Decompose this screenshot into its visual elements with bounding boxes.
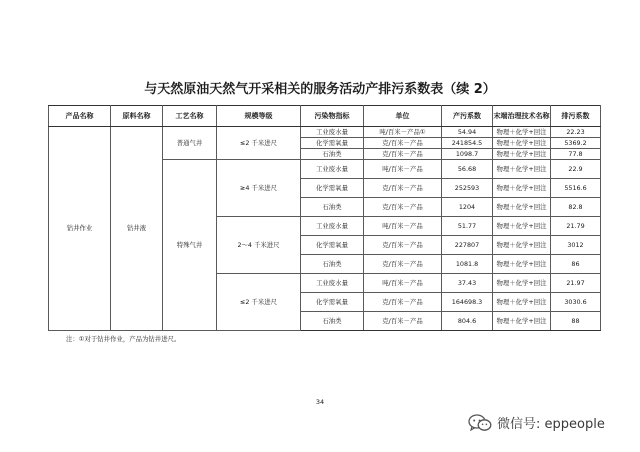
cell-emission: 88 xyxy=(551,312,601,331)
cell-indicator: 工业废水量 xyxy=(301,160,364,179)
cell-treatment: 物理＋化学+回注 xyxy=(493,179,551,198)
emission-factor-table xyxy=(48,105,601,331)
wechat-watermark xyxy=(468,413,605,432)
table-row xyxy=(49,127,601,138)
cell-factor: 56.68 xyxy=(442,160,493,179)
cell-factor: 1204 xyxy=(442,198,493,217)
header-material: 原料名称 xyxy=(111,106,163,127)
cell-treatment: 物理＋化学+回注 xyxy=(493,138,551,149)
cell-indicator: 化学需氧量 xyxy=(301,293,364,312)
header-process: 工艺名称 xyxy=(163,106,217,127)
cell-emission: 86 xyxy=(551,255,601,274)
cell-unit: 吨/百米－产品① xyxy=(364,127,442,138)
cell-unit: 克/百米－产品 xyxy=(364,179,442,198)
cell-emission: 3012 xyxy=(551,236,601,255)
cell-unit: 克/百米－产品 xyxy=(364,149,442,160)
cell-factor: 54.94 xyxy=(442,127,493,138)
cell-indicator: 化学需氧量 xyxy=(301,138,364,149)
cell-treatment: 物理＋化学+回注 xyxy=(493,149,551,160)
cell-emission: 21.97 xyxy=(551,274,601,293)
cell-treatment: 物理＋化学+回注 xyxy=(493,274,551,293)
cell-factor: 227807 xyxy=(442,236,493,255)
cell-unit: 克/百米－产品 xyxy=(364,312,442,331)
cell-emission: 22.23 xyxy=(551,127,601,138)
header-indicator: 污染物指标 xyxy=(301,106,364,127)
cell-emission: 22.9 xyxy=(551,160,601,179)
cell-unit: 克/百米－产品 xyxy=(364,138,442,149)
cell-material: 钻井液 xyxy=(111,127,163,331)
cell-unit: 克/百米－产品 xyxy=(364,198,442,217)
cell-treatment: 物理＋化学+回注 xyxy=(493,255,551,274)
watermark-text: 微信号: eppeople xyxy=(497,417,605,432)
header-scale: 规模等级 xyxy=(217,106,301,127)
cell-emission: 21.79 xyxy=(551,217,601,236)
cell-indicator: 化学需氧量 xyxy=(301,236,364,255)
table-title: 与天然原油天然气开采相关的服务活动产排污系数表（续 2） xyxy=(144,82,496,97)
cell-indicator: 工业废水量 xyxy=(301,127,364,138)
cell-scale: 2～4 千米进尺 xyxy=(217,217,301,274)
cell-factor: 252593 xyxy=(442,179,493,198)
cell-scale: ≤2 千米进尺 xyxy=(217,274,301,331)
cell-treatment: 物理＋化学+回注 xyxy=(493,127,551,138)
cell-process-special: 特殊气井 xyxy=(163,160,217,331)
cell-unit: 克/百米－产品 xyxy=(364,255,442,274)
cell-treatment: 物理＋化学+回注 xyxy=(493,312,551,331)
cell-emission: 5516.6 xyxy=(551,179,601,198)
cell-unit: 吨/百米－产品 xyxy=(364,274,442,293)
cell-emission: 77.8 xyxy=(551,149,601,160)
cell-scale: ≤2 千米进尺 xyxy=(217,127,301,160)
cell-treatment: 物理＋化学+回注 xyxy=(493,236,551,255)
cell-product: 钻井作业 xyxy=(49,127,111,331)
header-row xyxy=(49,106,601,127)
cell-factor: 241854.5 xyxy=(442,138,493,149)
cell-factor: 1081.8 xyxy=(442,255,493,274)
cell-unit: 克/百米－产品 xyxy=(364,236,442,255)
cell-factor: 804.6 xyxy=(442,312,493,331)
header-unit: 单位 xyxy=(364,106,442,127)
cell-indicator: 石油类 xyxy=(301,255,364,274)
cell-unit: 吨/百米－产品 xyxy=(364,160,442,179)
cell-indicator: 石油类 xyxy=(301,198,364,217)
header-product: 产品名称 xyxy=(49,106,111,127)
wechat-icon xyxy=(468,414,492,432)
cell-unit: 吨/百米－产品 xyxy=(364,217,442,236)
cell-indicator: 石油类 xyxy=(301,312,364,331)
cell-treatment: 物理＋化学+回注 xyxy=(493,293,551,312)
cell-treatment: 物理＋化学+回注 xyxy=(493,198,551,217)
cell-indicator: 化学需氧量 xyxy=(301,179,364,198)
footnote: 注：①对于钻井作业，产品为钻井进尺。 xyxy=(66,335,181,343)
cell-factor: 164698.3 xyxy=(442,293,493,312)
header-treatment: 末端治理技术名称 xyxy=(493,106,551,127)
header-production-factor: 产污系数 xyxy=(442,106,493,127)
cell-factor: 51.77 xyxy=(442,217,493,236)
cell-process-normal: 普通气井 xyxy=(163,127,217,160)
cell-indicator: 石油类 xyxy=(301,149,364,160)
cell-factor: 37.43 xyxy=(442,274,493,293)
cell-emission: 5369.2 xyxy=(551,138,601,149)
cell-indicator: 工业废水量 xyxy=(301,217,364,236)
cell-scale: ≥4 千米进尺 xyxy=(217,160,301,217)
cell-emission: 3030.6 xyxy=(551,293,601,312)
cell-treatment: 物理＋化学+回注 xyxy=(493,160,551,179)
page-number: 34 xyxy=(315,398,325,406)
cell-unit: 克/百米－产品 xyxy=(364,293,442,312)
header-emission-factor: 排污系数 xyxy=(551,106,601,127)
cell-indicator: 工业废水量 xyxy=(301,274,364,293)
cell-treatment: 物理＋化学+回注 xyxy=(493,217,551,236)
cell-emission: 82.8 xyxy=(551,198,601,217)
cell-factor: 1098.7 xyxy=(442,149,493,160)
